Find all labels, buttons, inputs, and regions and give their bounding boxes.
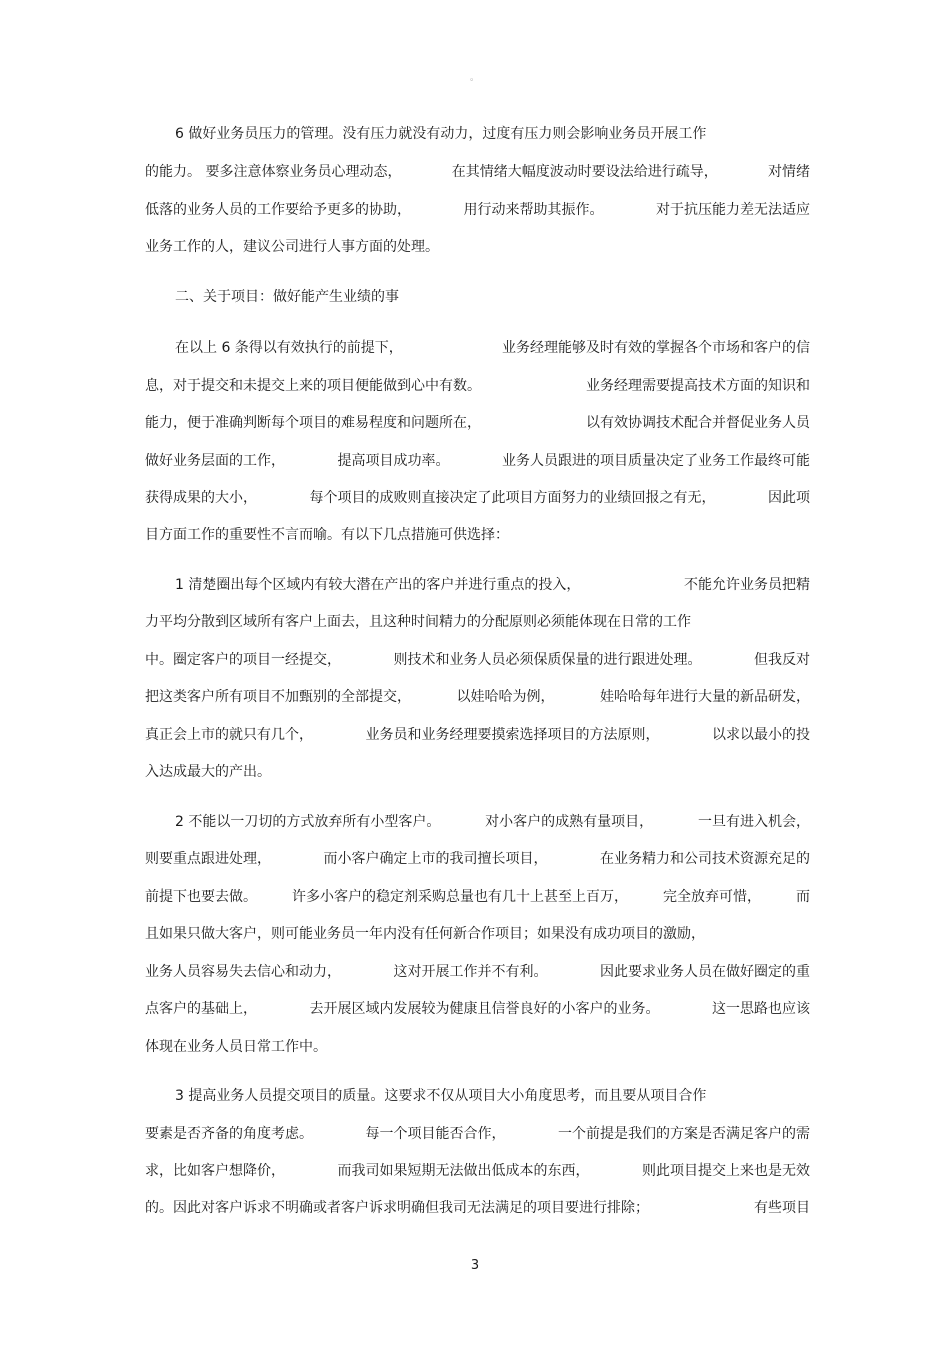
text-segment: 每一个项目能否合作， bbox=[365, 1126, 506, 1142]
text-line bbox=[145, 999, 810, 1019]
text-segment: 且如果只做大客户，则可能业务员一年内没有任何新合作项目；如果没有成功项目的激励， bbox=[145, 926, 705, 942]
text-segment: 用行动来帮助其振作。 bbox=[463, 202, 604, 218]
text-line bbox=[145, 612, 810, 632]
text-segment: 业务人员跟进的项目质量决定了业务工作最终可能 bbox=[502, 453, 810, 469]
text-segment: 在以上 6 条得以有效执行的前提下， bbox=[175, 340, 403, 356]
text-segment: 而我司如果短期无法做出低成本的东西， bbox=[337, 1163, 590, 1179]
text-line bbox=[145, 237, 810, 257]
text-line bbox=[145, 725, 810, 745]
text-line bbox=[145, 650, 810, 670]
text-segment: 许多小客户的稳定剂采购总量也有几十上甚至上百万， bbox=[292, 889, 628, 905]
text-segment: 则要重点跟进处理， bbox=[145, 851, 271, 867]
text-line bbox=[145, 525, 810, 545]
text-line bbox=[175, 338, 810, 358]
text-line bbox=[145, 962, 810, 982]
text-segment: 一旦有进入机会， bbox=[697, 814, 810, 830]
text-segment: 以娃哈哈为例， bbox=[456, 689, 555, 705]
text-line bbox=[175, 287, 810, 307]
text-segment: 不能允许业务员把精 bbox=[684, 577, 810, 593]
text-line bbox=[145, 924, 810, 944]
text-segment: 因此项 bbox=[768, 490, 810, 506]
text-segment: 息，对于提交和未提交上来的项目便能做到心中有数。 bbox=[145, 378, 481, 394]
text-segment: 2 不能以一刀切的方式放弃所有小型客户。 bbox=[175, 814, 441, 830]
text-segment: 做好业务层面的工作， bbox=[145, 453, 285, 469]
text-segment: 的能力。 要多注意体察业务员心理动态， bbox=[145, 164, 402, 180]
text-line bbox=[145, 413, 810, 433]
text-segment: 体现在业务人员日常工作中。 bbox=[145, 1039, 327, 1055]
text-segment: 业务工作的人，建议公司进行人事方面的处理。 bbox=[145, 239, 439, 255]
text-segment: 二、关于项目：做好能产生业绩的事 bbox=[175, 289, 399, 305]
text-segment: 提高项目成功率。 bbox=[337, 453, 450, 469]
text-segment: 把这类客户所有项目不加甄别的全部提交， bbox=[145, 689, 411, 705]
text-segment: 业务经理能够及时有效的掌握各个市场和客户的信 bbox=[502, 340, 810, 356]
text-line bbox=[175, 124, 810, 144]
text-segment: 以求以最小的投 bbox=[712, 727, 810, 743]
text-segment: 在业务精力和公司技术资源充足的 bbox=[600, 851, 810, 867]
text-line bbox=[145, 200, 810, 220]
text-segment: 业务经理需要提高技术方面的知识和 bbox=[586, 378, 810, 394]
text-line bbox=[145, 451, 810, 471]
text-line bbox=[145, 762, 810, 782]
text-segment: 业务人员容易失去信心和动力， bbox=[145, 964, 341, 980]
text-segment: 对情绪 bbox=[767, 164, 810, 180]
text-segment: 低落的业务人员的工作要给予更多的协助， bbox=[145, 202, 411, 218]
text-segment: 3 提高业务人员提交项目的质量。这要求不仅从项目大小角度思考，而且要从项目合作 bbox=[175, 1088, 707, 1104]
text-line bbox=[175, 575, 810, 595]
text-line bbox=[145, 1161, 810, 1181]
text-segment: 这一思路也应该 bbox=[712, 1001, 810, 1017]
text-line bbox=[145, 887, 810, 907]
text-segment: 一个前提是我们的方案是否满足客户的需 bbox=[558, 1126, 810, 1142]
text-line bbox=[145, 849, 810, 869]
page-number: 3 bbox=[470, 1258, 480, 1273]
text-segment: 而 bbox=[796, 889, 810, 905]
text-segment: 完全放弃可惜， bbox=[663, 889, 761, 905]
text-segment: 但我反对 bbox=[754, 652, 810, 668]
text-segment: 前提下也要去做。 bbox=[145, 889, 257, 905]
text-line bbox=[145, 1198, 810, 1218]
text-segment: 每个项目的成败则直接决定了此项目方面努力的业绩回报之有无， bbox=[309, 490, 716, 506]
text-segment: 目方面工作的重要性不言而喻。有以下几点措施可供选择： bbox=[145, 527, 509, 543]
text-line bbox=[145, 376, 810, 396]
header-mark: 。 bbox=[470, 73, 480, 83]
text-segment: 真正会上市的就只有几个， bbox=[145, 727, 313, 743]
text-segment: 6 做好业务员压力的管理。没有压力就没有动力，过度有压力则会影响业务员开展工作 bbox=[175, 126, 707, 142]
text-segment: 求，比如客户想降价， bbox=[145, 1163, 285, 1179]
text-segment: 对于抗压能力差无法适应 bbox=[656, 202, 810, 218]
text-segment: 力平均分散到区域所有客户上面去，且这种时间精力的分配原则必须能体现在日常的工作 bbox=[145, 614, 691, 630]
text-segment: 这对开展工作并不有利。 bbox=[393, 964, 548, 980]
text-segment: 对小客户的成熟有量项目， bbox=[485, 814, 654, 830]
text-segment: 以有效协调技术配合并督促业务人员 bbox=[586, 415, 810, 431]
text-segment: 在其情绪大幅度波动时要设法给进行疏导， bbox=[451, 164, 718, 180]
text-segment: 有些项目 bbox=[754, 1200, 810, 1216]
text-segment: 1 清楚圈出每个区域内有较大潜在产出的客户并进行重点的投入， bbox=[175, 577, 581, 593]
text-segment: 因此要求业务人员在做好圈定的重 bbox=[600, 964, 810, 980]
text-segment: 去开展区域内发展较为健康且信誉良好的小客户的业务。 bbox=[309, 1001, 660, 1017]
text-line bbox=[175, 812, 810, 832]
text-line bbox=[175, 1086, 810, 1106]
text-line bbox=[145, 1037, 810, 1057]
text-segment: 则此项目提交上来也是无效 bbox=[642, 1163, 810, 1179]
text-segment: 业务员和业务经理要摸索选择项目的方法原则， bbox=[365, 727, 660, 743]
text-line bbox=[145, 687, 810, 707]
text-segment: 娃哈哈每年进行大量的新品研发， bbox=[600, 689, 810, 705]
text-segment: 点客户的基础上， bbox=[145, 1001, 257, 1017]
text-line bbox=[145, 488, 810, 508]
text-segment: 获得成果的大小， bbox=[145, 490, 257, 506]
text-segment: 能力，便于准确判断每个项目的难易程度和问题所在， bbox=[145, 415, 481, 431]
text-segment: 的。因此对客户诉求不明确或者客户诉求明确但我司无法满足的项目要进行排除； bbox=[145, 1200, 649, 1216]
text-segment: 中。圈定客户的项目一经提交， bbox=[145, 652, 341, 668]
text-line bbox=[145, 1124, 810, 1144]
text-segment: 要素是否齐备的角度考虑。 bbox=[145, 1126, 313, 1142]
text-segment: 而小客户确定上市的我司擅长项目， bbox=[323, 851, 548, 867]
text-segment: 则技术和业务人员必须保质保量的进行跟进处理。 bbox=[393, 652, 702, 668]
text-line bbox=[145, 162, 810, 182]
text-segment: 入达成最大的产出。 bbox=[145, 764, 271, 780]
